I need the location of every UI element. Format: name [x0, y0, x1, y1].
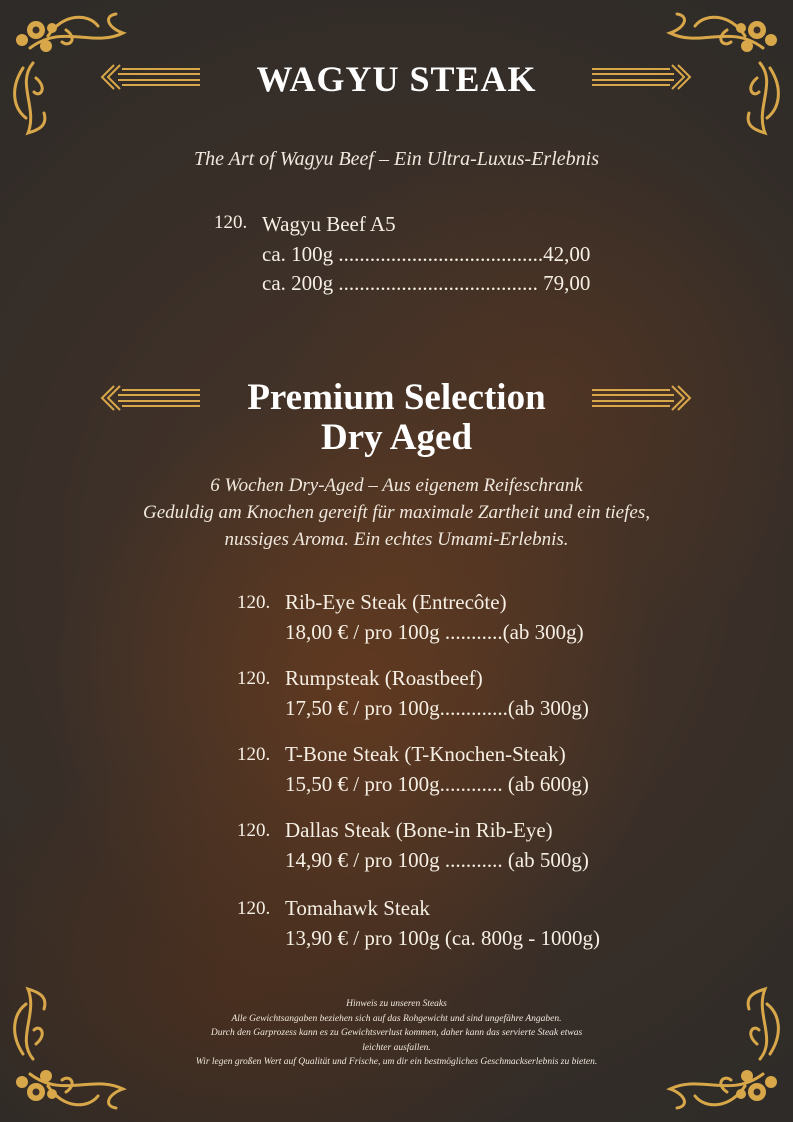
item-number: 120.	[237, 592, 271, 613]
item-name: Rib-Eye Steak (Entrecôte)	[285, 590, 507, 614]
item-name: Tomahawk Steak	[285, 896, 430, 920]
note-line: Durch den Garprozess kann es zu Gewichtsverlust kommen, daher kann das servierte Steak etwas	[210, 1028, 583, 1038]
item-number: 120.	[237, 744, 271, 765]
description-line: Geduldig am Knochen gereift für maximale Zartheit und ein tiefes,	[143, 502, 650, 523]
note-line: leichter ausfallen.	[362, 1042, 431, 1053]
item-price: 13,90 € / pro 100g (ca. 800g - 1000g)	[285, 926, 600, 950]
item-price: ca. 200g ...................................... 79,00	[262, 271, 591, 295]
item-number: 120.	[237, 820, 271, 841]
note-line: Wir legen großen Wert auf Qualität und Frische, um dir ein bestmögliches Geschmackserlebnis zu bieten.	[195, 1057, 598, 1067]
page-title: WAGYU STEAK	[256, 59, 537, 99]
section-subtitle: Dry Aged	[320, 417, 473, 458]
item-name: Rumpsteak (Roastbeef)	[285, 666, 483, 690]
item-price: 14,90 € / pro 100g ........... (ab 500g)	[285, 848, 589, 872]
menu-item	[237, 666, 657, 726]
ornamental-corner-icon	[8, 979, 138, 1114]
item-price: 18,00 € / pro 100g ...........(ab 300g)	[285, 620, 584, 644]
note-heading: Hinweis zu unseren Steaks	[346, 999, 447, 1009]
item-price: ca. 100g .......................................42,00	[262, 242, 591, 266]
description-line: 6 Wochen Dry-Aged – Aus eigenem Reifeschrank	[210, 475, 583, 496]
menu-item	[237, 896, 657, 956]
ornamental-corner-icon	[655, 979, 785, 1114]
item-name: T-Bone Steak (T-Knochen-Steak)	[285, 742, 566, 766]
item-price: 15,50 € / pro 100g............ (ab 600g)	[285, 772, 589, 796]
menu-item	[237, 818, 657, 878]
item-price: 17,50 € / pro 100g.............(ab 300g)	[285, 696, 589, 720]
item-number: 120.	[237, 898, 271, 919]
weight-note	[150, 997, 643, 1070]
item-name: Dallas Steak (Bone-in Rib-Eye)	[285, 818, 553, 842]
item-number: 120.	[214, 212, 248, 233]
wagyu-subtitle: The Art of Wagyu Beef – Ein Ultra-Luxus-Erlebnis	[194, 148, 599, 170]
menu-item	[237, 742, 657, 802]
item-number: 120.	[237, 668, 271, 689]
menu-item	[237, 590, 657, 650]
menu-item	[214, 212, 614, 295]
section-title: Premium Selection	[247, 377, 546, 418]
item-name: Wagyu Beef A5	[262, 212, 396, 236]
section-description	[0, 472, 793, 553]
note-line: Alle Gewichtsangaben beziehen sich auf das Rohgewicht und sind ungefähre Angaben.	[231, 1013, 562, 1024]
description-line: nussiges Aroma. Ein echtes Umami-Erlebnis.	[224, 529, 569, 550]
